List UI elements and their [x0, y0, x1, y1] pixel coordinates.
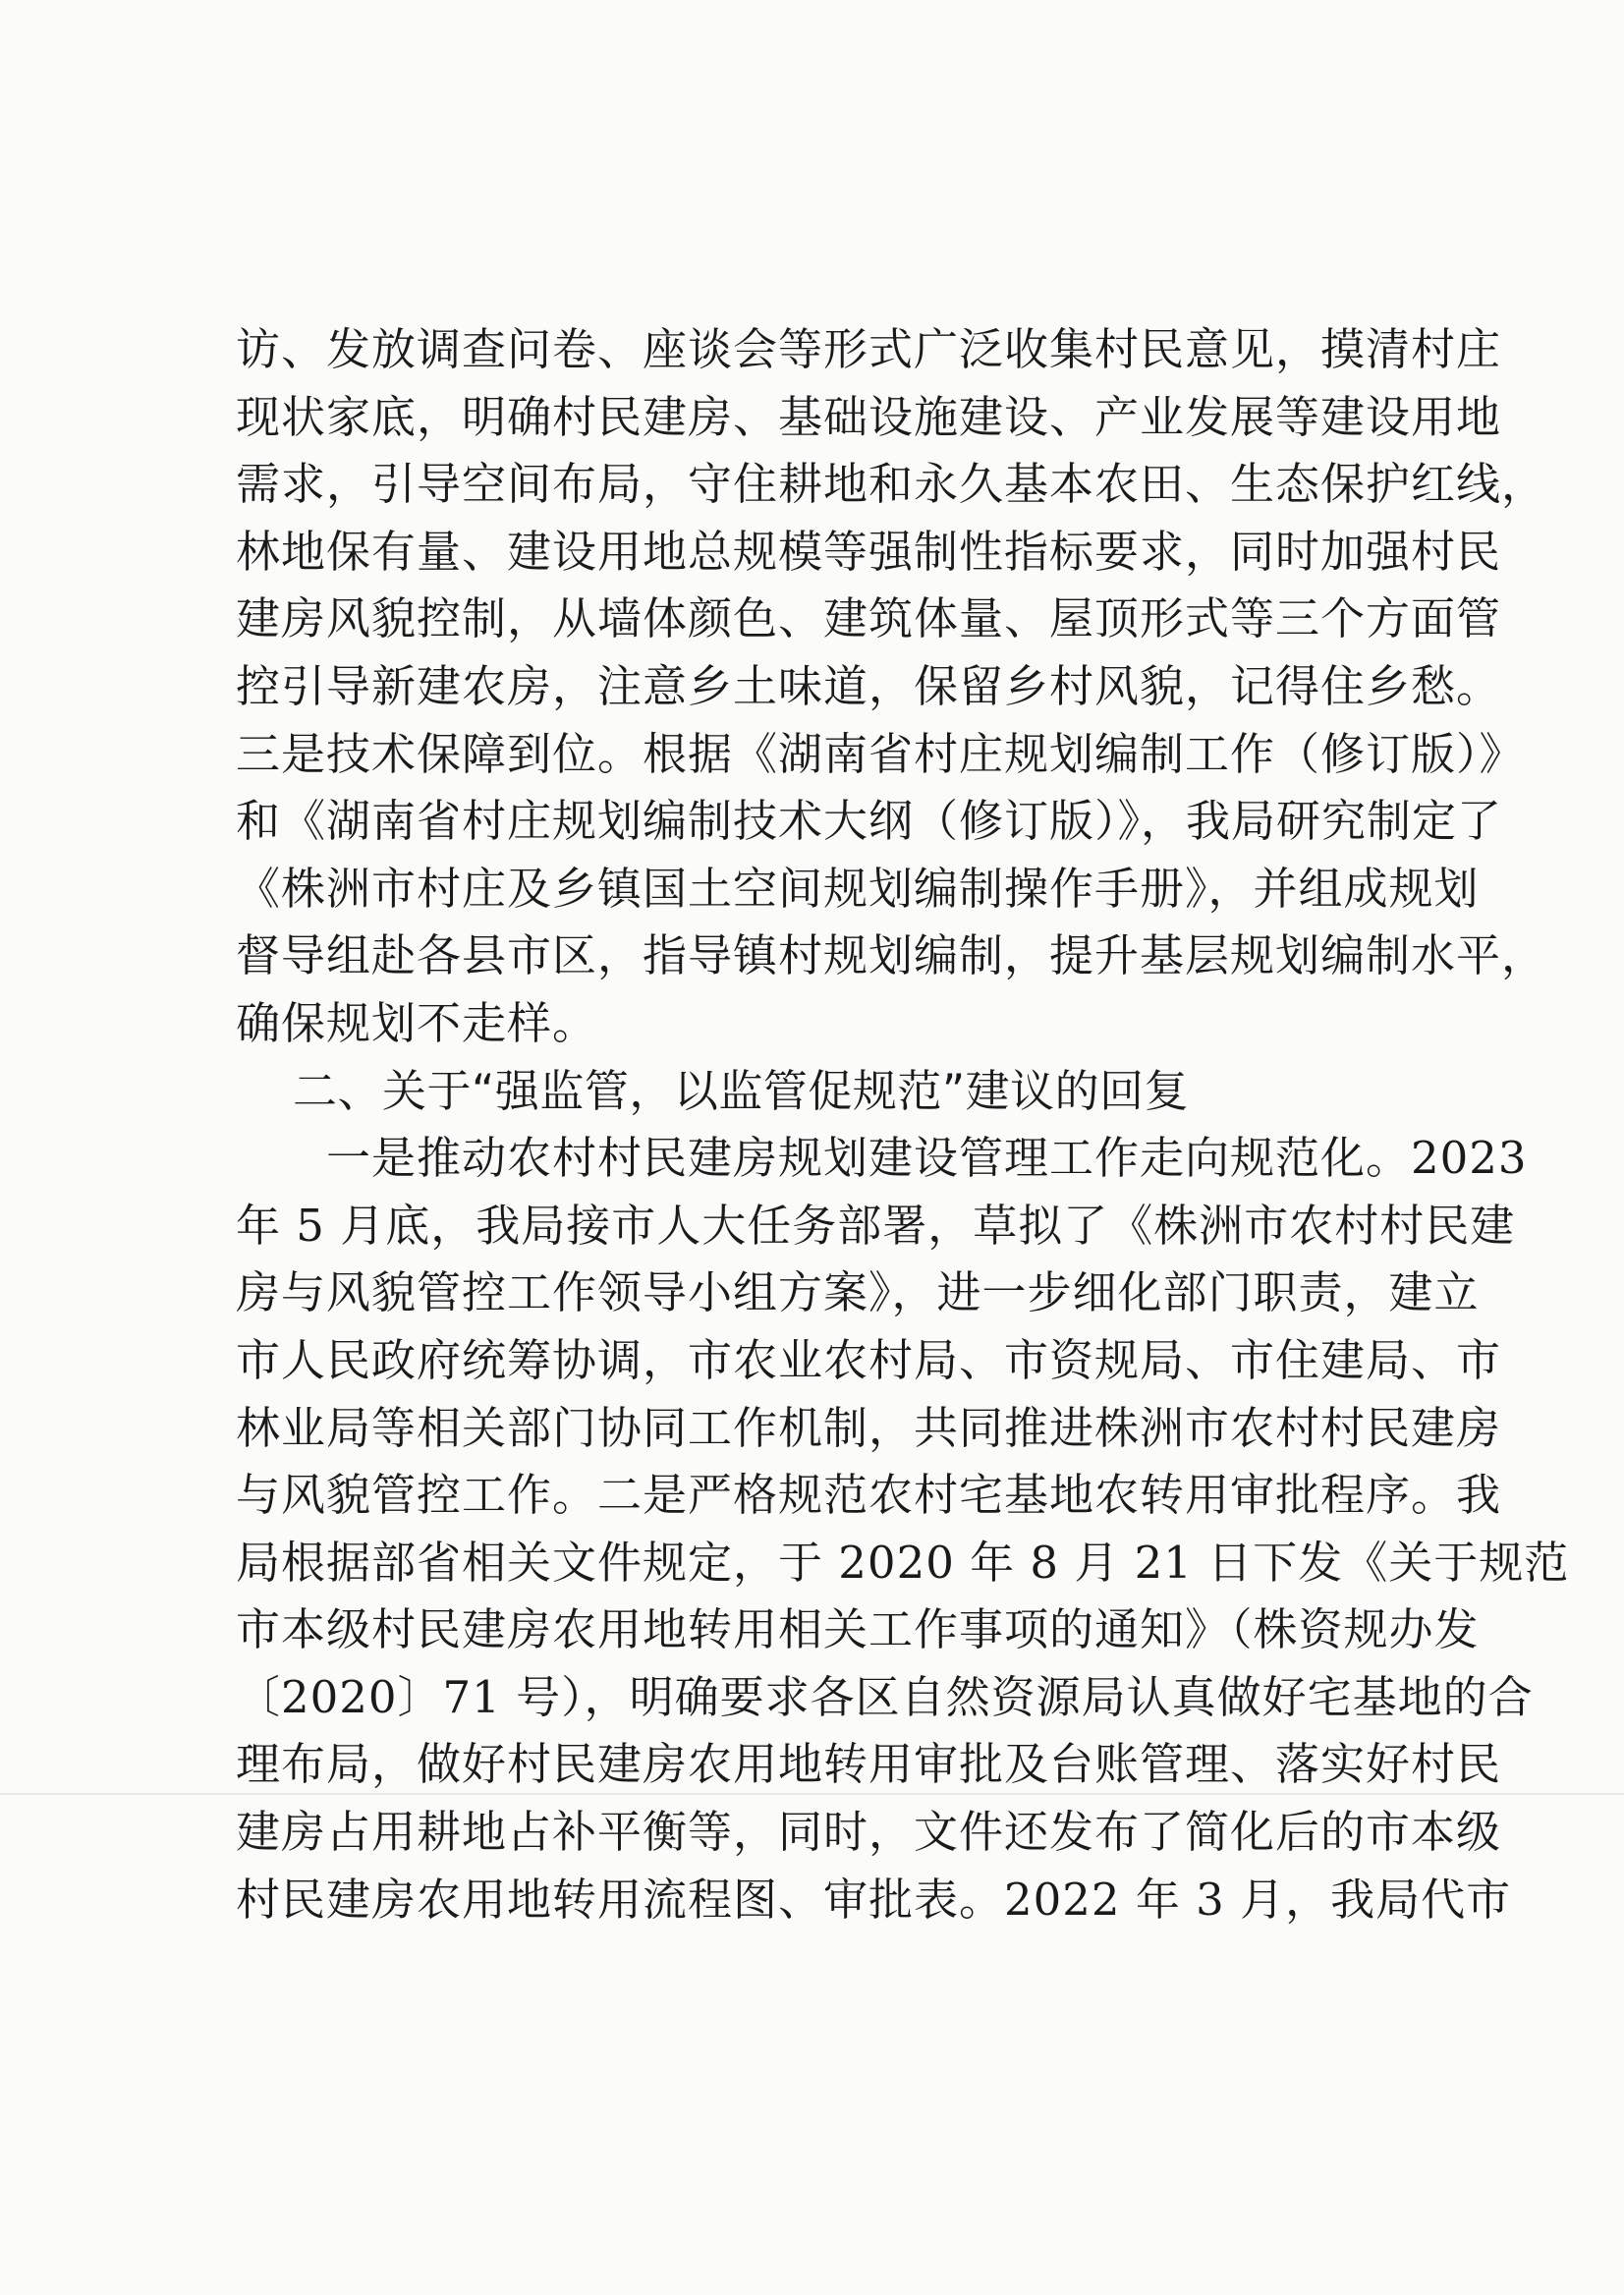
paragraph-line: 一是推动农村村民建房规划建设管理工作走向规范化。2023	[236, 1132, 1528, 1185]
paragraph-line: 三是技术保障到位。根据《湖南省村庄规划编制工作（修订版）》	[236, 727, 1525, 780]
document-body	[236, 316, 1570, 1933]
paragraph-line: 建房风貌控制，从墙体颜色、建筑体量、屋顶形式等三个方面管	[236, 592, 1502, 645]
paragraph-line: 建房占用耕地占补平衡等，同时，文件还发布了简化后的市本级	[236, 1806, 1502, 1859]
paragraph-line: 访、发放调查问卷、座谈会等形式广泛收集村民意见，摸清村庄	[236, 323, 1502, 375]
paragraph-line: 林地保有量、建设用地总规模等强制性指标要求，同时加强村民	[236, 525, 1502, 578]
paragraph-line: 《株洲市村庄及乡镇国土空间规划编制操作手册》，并组成规划	[236, 862, 1480, 915]
paragraph-line: 局根据部省相关文件规定，于 2020 年 8 月 21 日下发《关于规范	[236, 1536, 1570, 1589]
section-heading: 二、关于“强监管，以监管促规范”建议的回复	[293, 1064, 1190, 1117]
paragraph-line: 控引导新建农房，注意乡土味道，保留乡村风貌，记得住乡愁。	[236, 659, 1502, 712]
paragraph-line: 市本级村民建房农用地转用相关工作事项的通知》（株资规办发	[236, 1603, 1480, 1656]
paragraph-line: 与风貌管控工作。二是严格规范农村宅基地农转用审批程序。我	[236, 1469, 1502, 1522]
paragraph-line: 现状家底，明确村民建房、基础设施建设、产业发展等建设用地	[236, 390, 1502, 443]
paragraph-line: 村民建房农用地转用流程图、审批表。2022 年 3 月，我局代市	[236, 1873, 1512, 1926]
paragraph-line: 和《湖南省村庄规划编制技术大纲（修订版）》，我局研究制定了	[236, 795, 1503, 848]
paragraph-line: 市人民政府统筹协调，市农业农村局、市资规局、市住建局、市	[236, 1333, 1502, 1386]
paragraph-line: 需求，引导空间布局，守住耕地和永久基本农田、生态保护红线，	[236, 458, 1547, 511]
paragraph-line-end: 确保规划不走样。	[236, 996, 598, 1049]
paragraph-line: 督导组赴各县市区，指导镇村规划编制，提升基层规划编制水平，	[236, 929, 1547, 982]
paragraph-line: 年 5 月底，我局接市人大任务部署，草拟了《株洲市农村村民建	[236, 1199, 1516, 1252]
paragraph-line: 房与风貌管控工作领导小组方案》，进一步细化部门职责，建立	[236, 1266, 1480, 1319]
paragraph-line: 〔2020〕71 号），明确要求各区自然资源局认真做好宅基地的合	[236, 1670, 1534, 1723]
paragraph-line: 理布局，做好村民建房农用地转用审批及台账管理、落实好村民	[236, 1738, 1502, 1791]
paragraph-line: 林业局等相关部门协同工作机制，共同推进株洲市农村村民建房	[236, 1401, 1502, 1454]
